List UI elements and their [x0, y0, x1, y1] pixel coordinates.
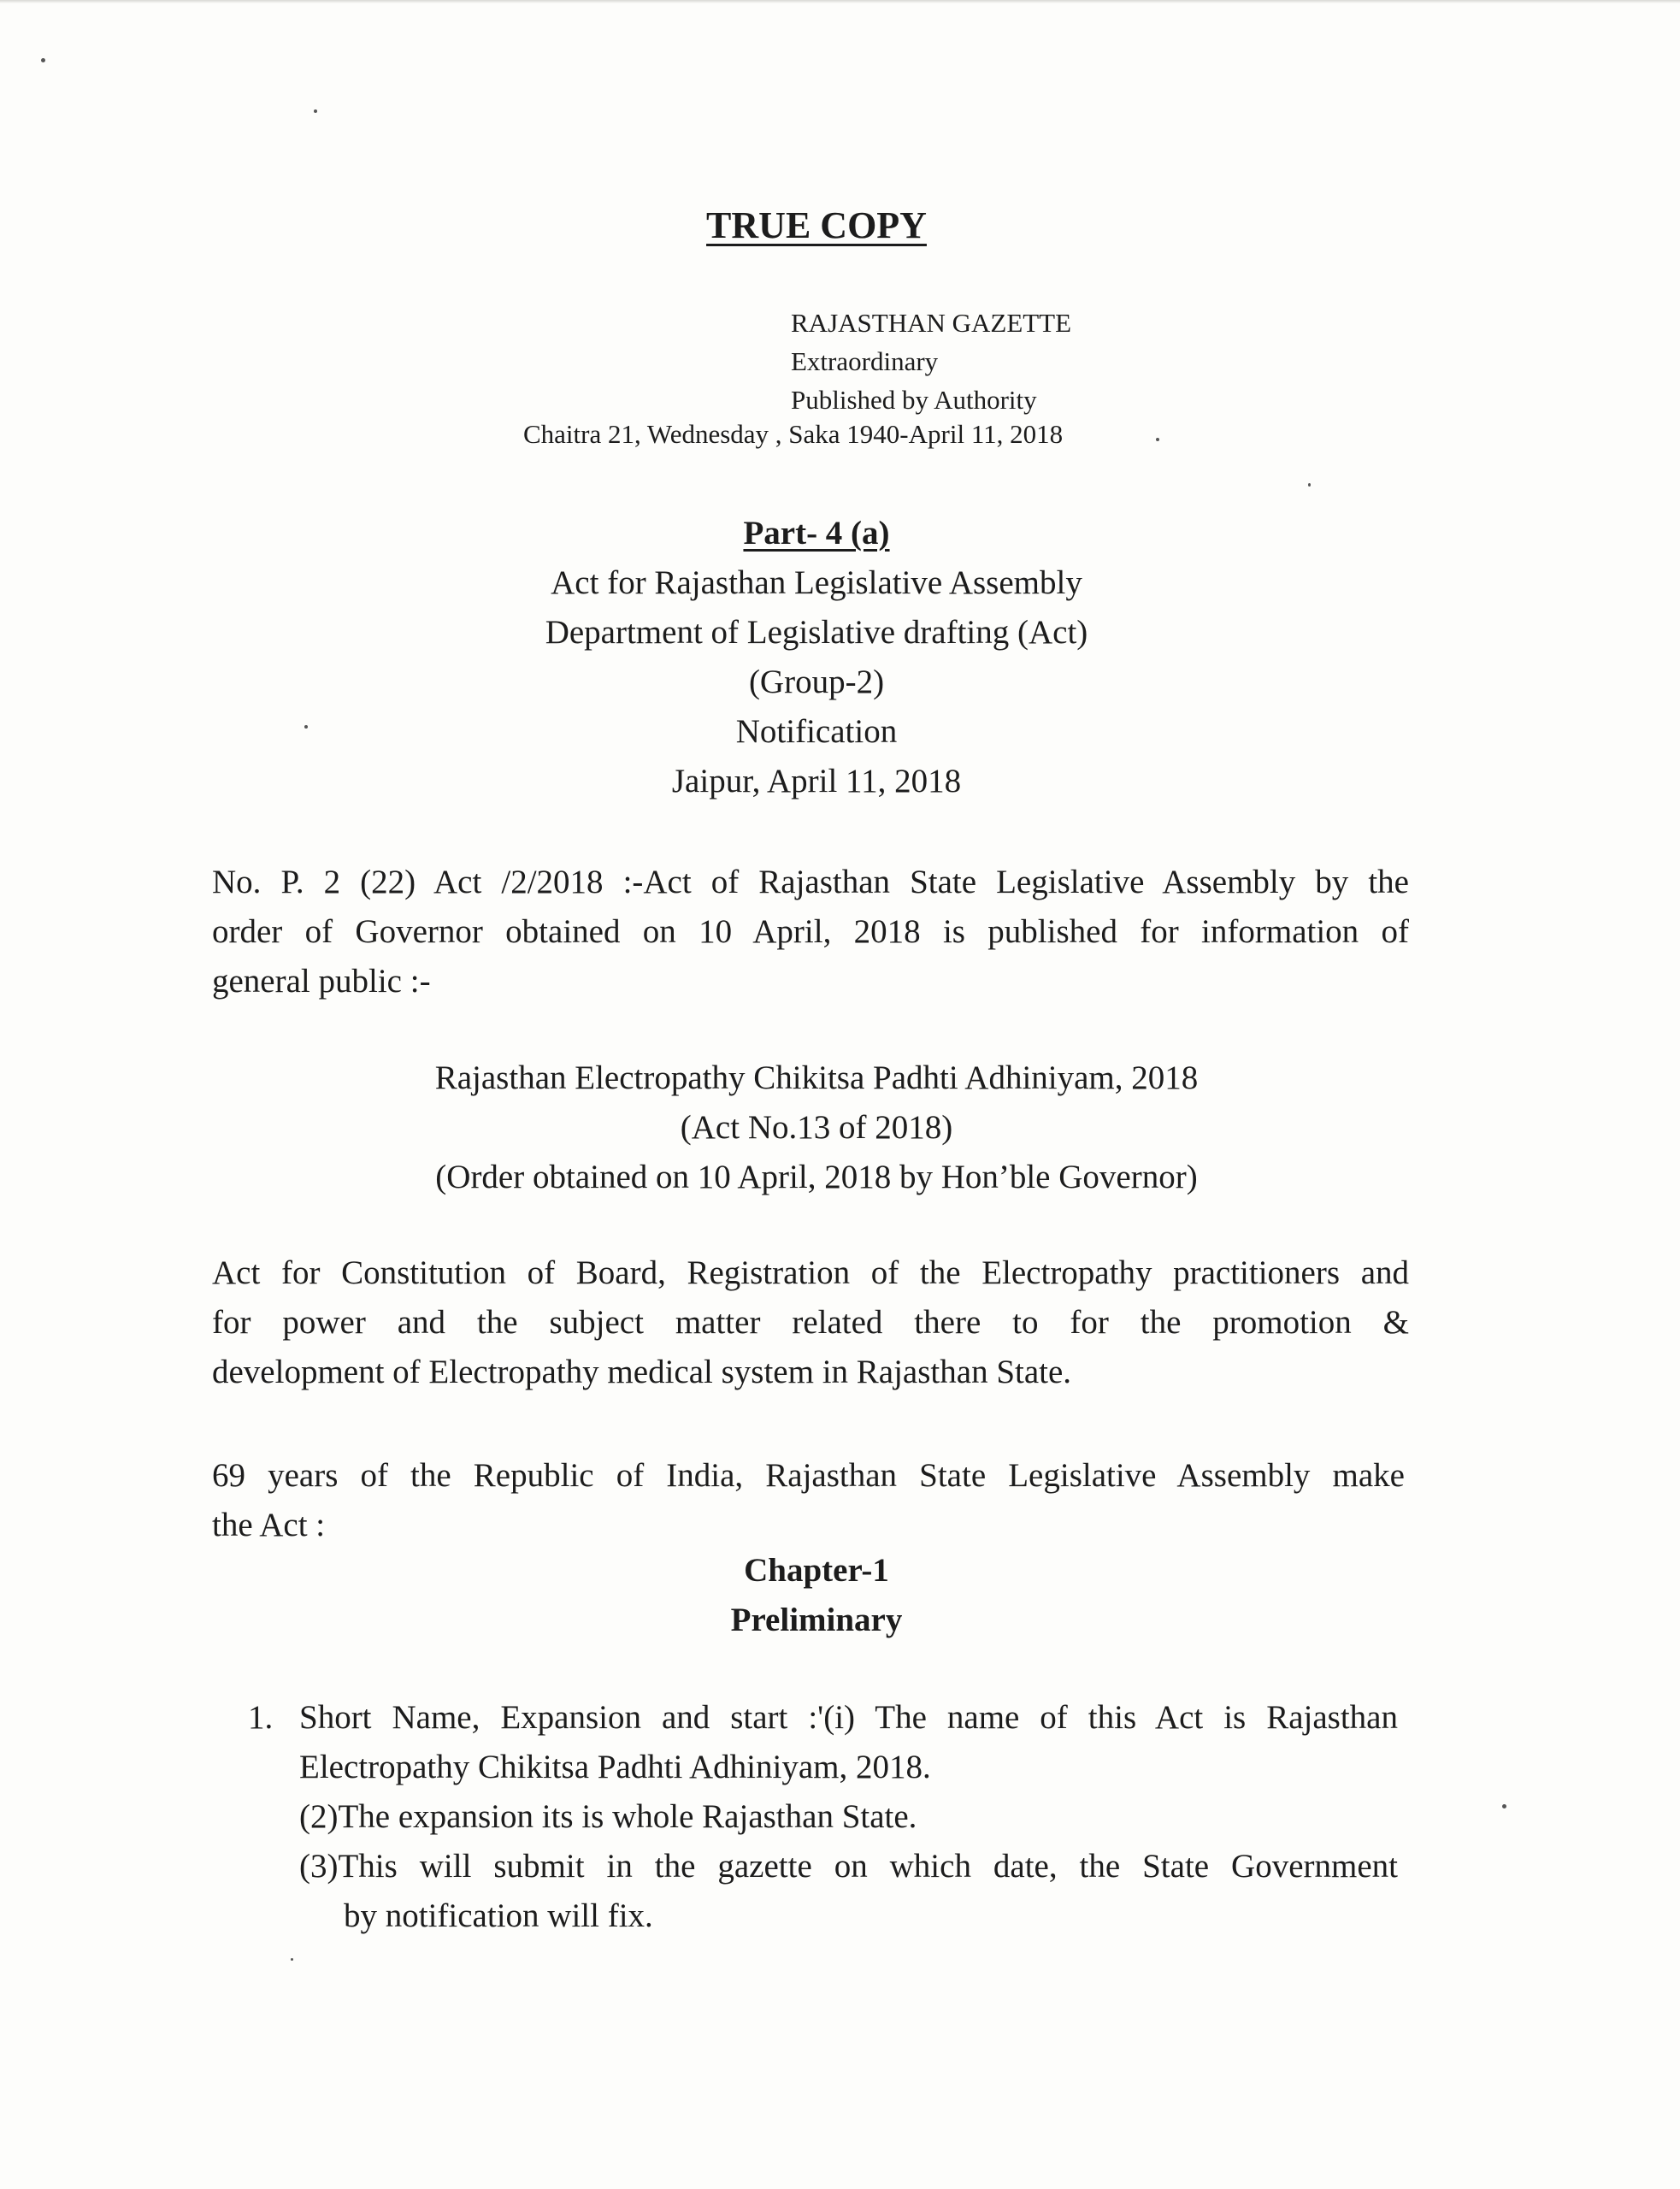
- section-1: [248, 1693, 1398, 1941]
- gazette-name: RAJASTHAN GAZETTE: [791, 308, 1072, 338]
- intro-line: order of Governor obtained on 10 April, 2018 is published for information of: [212, 913, 1409, 950]
- scan-speck: [1308, 483, 1311, 487]
- intro-line: No. P. 2 (22) Act /2/2018 :-Act of Rajasthan State Legislative Assembly by the: [212, 864, 1409, 900]
- enacting-line: the Act :: [212, 1507, 326, 1543]
- subsection-3-continued: by notification will fix.: [344, 1897, 653, 1934]
- heading-line-2: Department of Legislative drafting (Act): [545, 614, 1088, 651]
- true-copy-heading: TRUE COPY: [706, 204, 927, 246]
- purpose-line: Act for Constitution of Board, Registration of the Electropathy practitioners and: [212, 1254, 1409, 1291]
- subsection-3: (3)This will submit in the gazette on which date, the State Government: [299, 1848, 1398, 1885]
- enacting-line: 69 years of the Republic of India, Rajasthan State Legislative Assembly make: [212, 1457, 1405, 1494]
- act-name: Rajasthan Electropathy Chikitsa Padhti Adhiniyam, 2018: [434, 1059, 1199, 1096]
- chapter-title: Preliminary: [730, 1602, 903, 1638]
- published-by: Published by Authority: [791, 385, 1037, 415]
- gazette-date-line: Chaitra 21, Wednesday , Saka 1940-April 11, 2018: [523, 419, 1064, 449]
- purpose-line: for power and the subject matter related there to for the promotion &: [212, 1304, 1409, 1341]
- intro-line: general public :-: [212, 963, 431, 1000]
- scan-speck: [304, 725, 308, 729]
- heading-line-1: Act for Rajasthan Legislative Assembly: [551, 564, 1082, 601]
- scan-speck: [1156, 438, 1159, 441]
- gazette-masthead: [791, 304, 1071, 419]
- act-title-block: [0, 1053, 1633, 1202]
- purpose-line: development of Electropathy medical system in Rajasthan State.: [212, 1354, 1072, 1390]
- section-line: Short Name, Expansion and start :'(i) The name of this Act is Rajasthan: [299, 1699, 1398, 1736]
- scan-speck: [291, 1958, 293, 1961]
- part-label: Part- 4 (a): [743, 515, 890, 552]
- chapter-number: Chapter-1: [744, 1552, 889, 1589]
- gazette-type: Extraordinary: [791, 346, 939, 376]
- heading-line-4: Notification: [735, 713, 898, 750]
- heading-line-3: (Group-2): [748, 664, 885, 700]
- enacting-paragraph: [212, 1451, 1405, 1550]
- scan-speck: [41, 58, 45, 62]
- act-order: (Order obtained on 10 April, 2018 by Hon’ble Governor): [435, 1159, 1198, 1195]
- section-number: 1.: [248, 1699, 274, 1736]
- purpose-paragraph: [212, 1248, 1409, 1397]
- subsection-2: (2)The expansion its is whole Rajasthan State.: [299, 1798, 917, 1835]
- intro-paragraph: [212, 858, 1409, 1006]
- section-line: Electropathy Chikitsa Padhti Adhiniyam, 2018.: [299, 1749, 931, 1785]
- scan-speck: [314, 109, 317, 113]
- heading-line-5: Jaipur, April 11, 2018: [671, 763, 962, 799]
- notification-heading: [0, 509, 1633, 806]
- act-number: (Act No.13 of 2018): [680, 1109, 953, 1146]
- scan-speck: [1502, 1804, 1506, 1808]
- chapter-heading: [0, 1546, 1633, 1645]
